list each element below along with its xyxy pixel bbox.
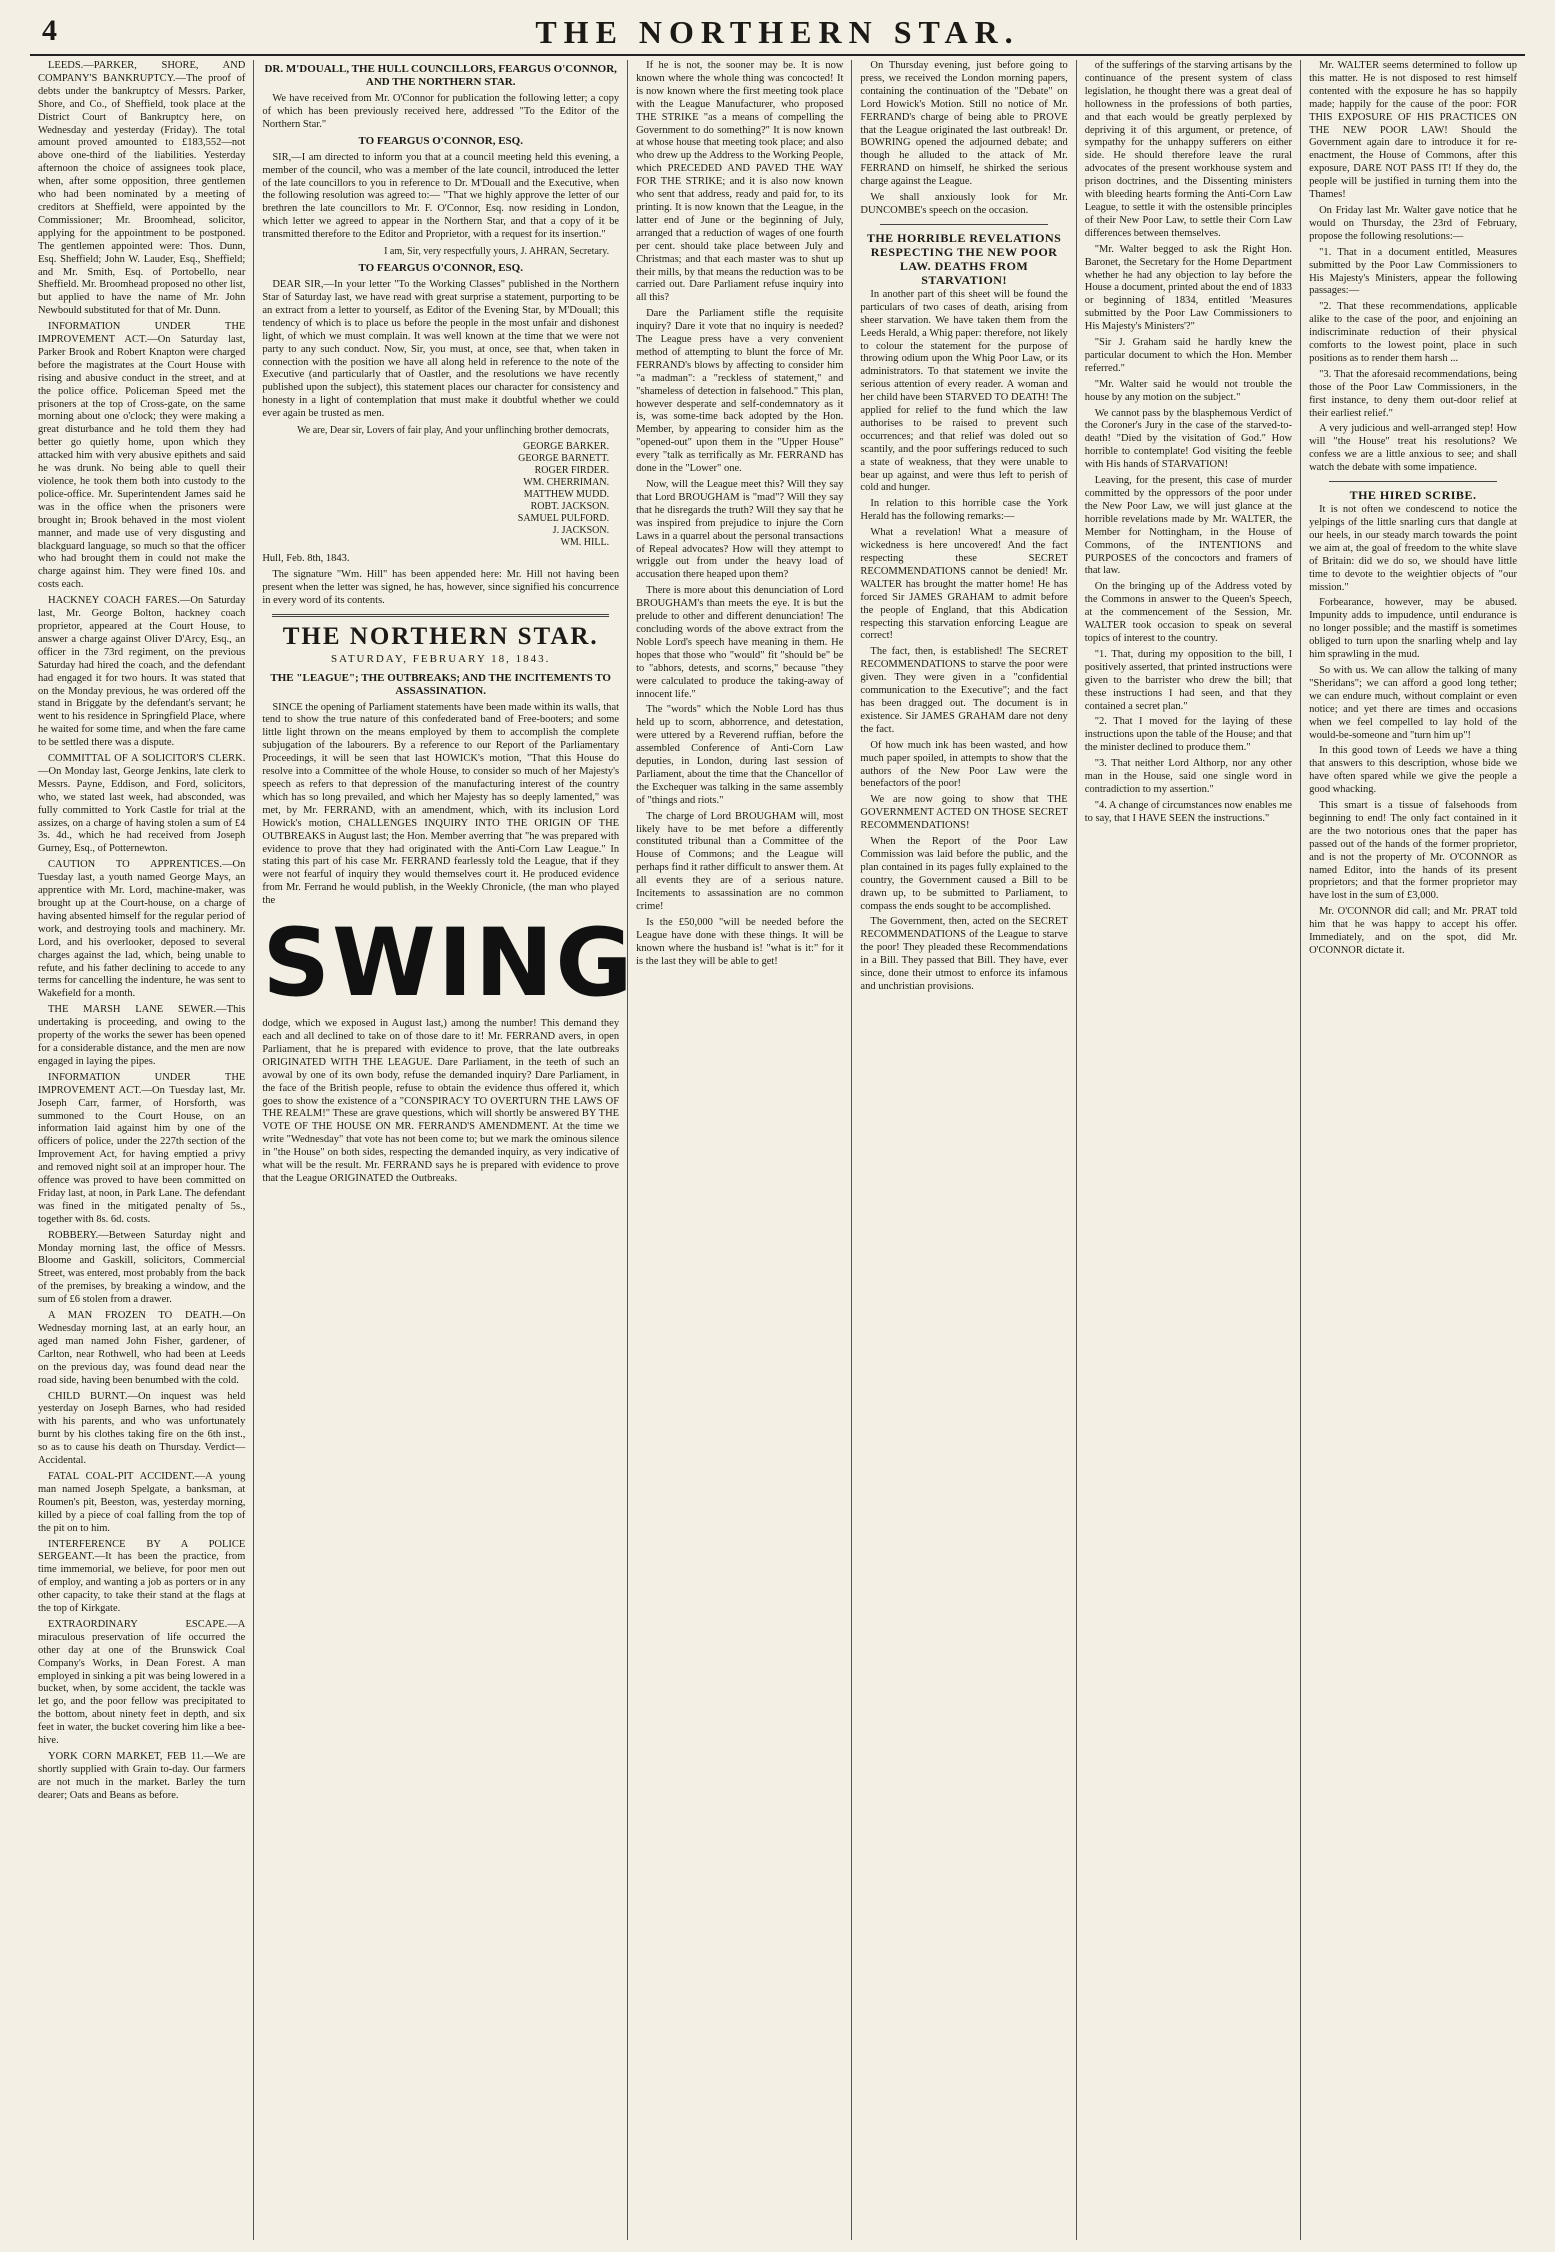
article-paragraph: Of how much ink has been wasted, and how much paper spoiled, in attempts to show that the authors of the New Poor Law were the benefactors of the poor!: [860, 739, 1068, 790]
section-rule: [272, 614, 609, 617]
section-rule: [1329, 481, 1497, 482]
article-paragraph: "Mr. Walter said he would not trouble the house by any motion on the subject.": [1084, 378, 1293, 403]
article-paragraph: Mr. WALTER seems determined to follow up this matter. He is not disposed to rest himself contented with the exposure he has so happily made; happily for the cause of the poor: FOR THIS EXPOSURE OF HIS PRACTICES ON THE NEW POOR LAW! Should the Government again dare to introduce it for re-enactment, the House of Commons, after this exposure, DARE NOT PASS IT! If they do, the people will be justified in turning them into the Thames!: [1309, 60, 1517, 201]
letter-to-line-2: TO FEARGUS O'CONNOR, ESQ.: [358, 262, 523, 275]
article-paragraph: "Sir J. Graham said he hardly knew the particular document to which the Hon. Member referred.": [1084, 337, 1293, 374]
signatories-list: [262, 441, 609, 549]
column-5-body: [1085, 60, 1292, 2240]
article-paragraph: The Government, then, acted on the SECRET RECOMMENDATIONS of the League to starve the poor! They pleaded these Recommendations in a Bill. They passed that Bill. They have, ever since, done their utmost to enforce its infamous and unchristian provisions.: [860, 916, 1068, 992]
column-1: [30, 60, 254, 2240]
article-paragraph: The "words" which the Noble Lord has thus held up to scorn, abhorrence, and detestation, were uttered by a Reverend ruffian, before the assembled Conference of Anti-Corn Law deputies, in London, during last session of Parliament, about the time that the Chancellor of the Exchequer was talking in the same assembly of "things and riots.": [636, 704, 844, 806]
article-paragraph: ROBBERY.—Between Saturday night and Monday morning last, the office of Messrs. Bloome and Gaskill, solicitors, Commercial Street, was entered, most probably from the back of the premises, by breaking a window, and the sum of £6 stolen from a drawer.: [38, 1229, 246, 1306]
article-paragraph: LEEDS.—PARKER, SHORE, AND COMPANY'S BANKRUPTCY.—The proof of debts under the bankruptcy of Messrs. Parker, Shore, and Co., of Sheffield, took place at the District Court of Bankruptcy here, on Wednesday and yesterday (Friday). The total amount proved amounted to £183,552—not above one-third of the liabilities. Yesterday afternoon the choice of assignees took place, when, after some opposition, three gentlemen who had been nominated by a meeting of creditors at Sheffield, were appointed by the Commissioner; Mr. Broomhead, solicitor, applying for the appointment to be postponed. The gentlemen appointed were: Thos. Dunn, Esq. Sheffield; John W. Lauder, Esq., Sheffield; and Mr. Smith, Esq. of Portobello, near Sheffield. Mr. Broomhead proposed no other list, but applied to have the name of Mr. John Newbould substituted for that of Mr. Dunn.: [38, 60, 246, 317]
article-paragraph: "3. That the aforesaid recommendations, being those of the Poor Law Commissioners, in the first instance, to deny them out-door relief at their earliest relief.": [1309, 368, 1517, 419]
letter-to-line: TO FEARGUS O'CONNOR, ESQ.: [358, 134, 523, 147]
signatory-name: WM. CHERRIMAN.: [523, 477, 610, 489]
editorial-masthead: THE NORTHERN STAR.: [282, 622, 599, 650]
page-number: 4: [42, 14, 57, 47]
column-6-body: [1309, 60, 1517, 2240]
article-paragraph: INTERFERENCE BY A POLICE SERGEANT.—It has been the practice, from time immemorial, we believe, for poor men out of employ, and wanting a job as porters or in any other capacity, to take their stand at the flags at the top of Kirkgate.: [38, 1538, 246, 1615]
poor-law-headline: THE HORRIBLE REVELATIONS RESPECTING THE NEW POOR LAW. DEATHS FROM STARVATION!: [866, 230, 1062, 287]
article-paragraph: A MAN FROZEN TO DEATH.—On Wednesday morning last, at an early hour, an aged man named John Fisher, gardener, of Carlton, near Rothwell, who had been at Leeds on the previous day, was found dead near the road side, having been benumbed with the cold.: [38, 1310, 246, 1386]
column-4-bottom: [860, 289, 1067, 994]
article-paragraph: What a revelation! What a measure of wickedness is here uncovered! And the fact respecting these SECRET RECOMMENDATIONS cannot be denied! Mr. WALTER has brought the matter home! He has forced Sir JAMES GRAHAM to admit before the people of England, that this Abdication respecting this starvation enforcing League are correct!: [860, 527, 1068, 642]
article-paragraph: "1. That in a document entitled, Measures submitted by the Poor Law Commissioners to His Majesty's Ministers, appear the following passages:—: [1309, 246, 1517, 297]
article-paragraph: Forbearance, however, may be abused. Impunity adds to impudence, until endurance is no longer possible; and the mastiff is sometimes obliged to turn upon the snarling whelp and lay him sprawling in the mud.: [1309, 597, 1517, 661]
article-paragraph: of the sufferings of the starving artisans by the continuance of the present system of class legislation, he thought there was a great deal of hollowness in the professions of both parties, and that each would be greatly perplexed by depriving it of this argument, or pretence, of sympathy for the unhappy sufferers on either side. He should therefore leave the rural advocates of the present workhouse system and prison doctrines, and the Dissenting ministers with bleeding hearts forming the Anti-Corn Law League, to settle it with the ostensible principles of their New Poor Law, to settle their Corn Law differences between themselves.: [1084, 60, 1293, 239]
article-paragraph: INFORMATION UNDER THE IMPROVEMENT ACT.—On Saturday last, Parker Brook and Robert Knapton were charged before the magistrates at the Court House with rising and abusive conduct in the street, and at the police office. Policeman Speed met the prisoners at the top of Cross-gate, on the same morning about one o'clock; they were making a great disturbance and he told them they had better go quietly home, upon which they attacked him with very abusive epithets and said he was drunk. No being able to quell their violence, he took them both into custody to the police-office. Mr. Superintendent James said he was in the office when the prisoners were brought in; Brook behaved in the most violent manner, and made use of very disgusting and blackguard language, so much so that the officer who had brought them in could not make the charge against him. They were fined 10s. and costs each.: [38, 321, 246, 591]
article-paragraph: We cannot pass by the blasphemous Verdict of the Coroner's Jury in the case of the starved-to-death! "Died by the visitation of God." How horrible to contemplate! God visiting the feeble with His hands of STARVATION!: [1084, 407, 1293, 471]
article-paragraph: "2. That I moved for the laying of these instructions upon the table of the House; and that the minister declined to produce them.": [1084, 716, 1293, 754]
article-paragraph: Is the £50,000 "will be needed before the League have done with these things. It will be known where the husband is! "what is it:" for it is the last they will be able to get!: [636, 916, 844, 967]
article-paragraph: Dare the Parliament stifle the requisite inquiry? Dare it vote that no inquiry is needed? The League press have a very convenient method of attempting to blunt the force of Mr. FERRAND's blows by affecting to consider him "a madman": a "reckless of statement," and "shameless of detection in falsehood." This plan, however desperate and self-condemnatory as it is, was some-time back adopted by the Hon. Member, by appearing to consider him as the "opened-out" upon them in the "Upper House" every "talk as terrifically as Mr. FERRAND has done in the "Lower" one.: [636, 308, 844, 475]
article-paragraph: "1. That, during my opposition to the bill, I positively asserted, that printed instructions were given to the barrister who drew the bill; that these instructions I had seen, and that they contained a secret plan.": [1084, 648, 1293, 712]
article-paragraph: We shall anxiously look for Mr. DUNCOMBE's speech on the occasion.: [860, 192, 1068, 216]
article-paragraph: CHILD BURNT.—On inquest was held yesterday on Joseph Barnes, who had resided with his parents, and who was unfortunately burnt by his clothes taking fire on the 6th inst., so as to cause his death on Thursday. Verdict—Accidental.: [38, 1390, 246, 1467]
article-paragraph: COMMITTAL OF A SOLICITOR'S CLERK.—On Monday last, George Jenkins, late clerk to Messrs. Payne, Eddison, and Ford, solicitors, who, we stated last week, had absconded, was fully committed to York Castle for trial at the assizes, on a charge of having stolen a sum of £4 3s. 4d., which he had received from Joseph Gurney, Esq., of Potternewton.: [38, 753, 246, 855]
article-paragraph: CAUTION TO APPRENTICES.—On Tuesday last, a youth named George Mays, an apprentice with Mr. Lord, machine-maker, was brought up at the Court-house, on a charge of having absented himself for the regular period of work, and destroying tools and machinery. Mr. Lord, and his overlooker, deposed to several charges against the lad, which, being unable to refute, and his father declining to accede to any terms for cancelling the indenture, he was sent to Wakefield for a month.: [38, 859, 246, 1000]
article-paragraph: "Mr. Walter begged to ask the Right Hon. Baronet, the Secretary for the Home Department whether he had any objection to lay before the House a document, printed about the end of 1833 or beginning of 1834, entitled 'Measures submitted by the Poor Law Commissioners to His Majesty's Ministers'?": [1084, 243, 1293, 333]
article-paragraph: We are now going to show that THE GOVERNMENT ACTED ON THOSE SECRET RECOMMENDATIONS!: [860, 794, 1068, 832]
article-paragraph: This smart is a tissue of falsehoods from beginning to end! The only fact contained in it are the two notorious ones that the paper has passed out of the hands of the former proprietor, and is not the property of Mr. O'CONNOR as named Editor, into the hands of its present proprietors; and that the former proprietor may have lost in the sum of £3,000.: [1309, 800, 1517, 902]
column-1-body: [38, 60, 245, 2240]
signatory-name: ROGER FIRDER.: [534, 465, 610, 477]
article-paragraph: "2. That these recommendations, applicable alike to the case of the poor, and enjoining an indiscriminate reduction of their physical comforts to the lowest point, place in such positions as to render them harsh ...: [1309, 301, 1517, 364]
letter-headline: DR. M'DOUALL, THE HULL COUNCILLORS, FEARGUS O'CONNOR, AND THE NORTHERN STAR.: [264, 63, 617, 88]
hired-scribe-headline: THE HIRED SCRIBE.: [1349, 488, 1477, 503]
signatory-name: GEORGE BARNETT.: [518, 453, 610, 465]
section-rule: [880, 224, 1047, 225]
article-paragraph: Mr. O'CONNOR did call; and Mr. PRAT told him that he was happy to accept his offer. Immediately, and on the spot, did Mr. O'CONNOR dictate it.: [1309, 906, 1517, 956]
letter-intro: We have received from Mr. O'Connor for publication the following letter; a copy of which has been previously received here, addressed "To the Editor of the Northern Star.": [262, 93, 620, 130]
letter-body-1: SIR,—I am directed to inform you that at a council meeting held this evening, a member of the council, who was a member of the late council, introduced the letter of the late councillors to you in reference to Dr. M'Douall and the Executive, when the following resolution was agreed to:— "That we highly approve the letter of our brethren the late councillors to Mr. F. O'Connor, Esq. now residing in London, which letter we agreed to appear in the Northern Star, and that a copy of it be transmitted therefore to the Editor and Proprietor, with a request for its insertion.": [262, 151, 620, 241]
letter-place-date: Hull, Feb. 8th, 1843.: [262, 553, 350, 565]
article-paragraph: THE MARSH LANE SEWER.—This undertaking is proceeding, and owing to the property of the works the sewer has been opened for a considerable distance, and the men are now engaged in laying the pipes.: [38, 1004, 246, 1067]
article-paragraph: On Friday last Mr. Walter gave notice that he would on Thursday, the 23rd of February, propose the following resolutions:—: [1309, 204, 1517, 242]
letter-closing: We are, Dear sir, Lovers of fair play, And your unflinching brother democrats,: [297, 425, 610, 437]
column-4-top: [860, 60, 1067, 218]
article-paragraph: HACKNEY COACH FARES.—On Saturday last, Mr. George Bolton, hackney coach proprietor, appeared at the Court House, to answer a charge against Oliver D'Arcy, Esq., an officer in the 73rd regiment, on the previous Saturday had hired the coach, and the defendant had engaged it for two hours. It was stated that on the Monday previous, he was ordered off the stand in Briggate by the defendant's servant; he went to his residence in Springfield Place, where he waited for some time, and when the fare came to be settled there was a dispute.: [38, 595, 246, 749]
article-paragraph: There is more about this denunciation of Lord BROUGHAM's than meets the eye. It is but the prelude to other and different denunciation! The concluding words of the above extract from the Noble Lord's speech have meaning in them. He hopes that those who "would" fit "should be" be to "abhors, detests, and scorns," because "they were calculated to produce the taking-away of innocent life.": [636, 585, 844, 700]
letter-body-2: DEAR SIR,—In your letter "To the Working Classes" published in the Northern Star of Saturday last, we have read with great surprise a statement, purporting to be an extract from a letter to yourself, as Editor of the Evening Star, by M'Douall; this tendency of which is to place us before the people in the most unfair and dishonest light, of which we must complain. It was well known at the time that we were not party to any such conduct. Now, Sir, you must, at once, see that, when taken in connection with the position we have all along held in reference to the note of the Executive (and particularly that of Oastler, and the resolutions we have recently published upon the subject), this statement places our character for consistency and honesty in a light of contemplation that must make it doubtful whether we could ever again be trusted as men.: [262, 279, 620, 420]
signatory-name: WM. HILL.: [560, 537, 610, 549]
column-3-body: [636, 60, 843, 2240]
article-paragraph: Now, will the League meet this? Will they say that Lord BROUGHAM is "mad"? Will they say that he disregards the truth? Will they say that he was inspired from prejudice to injure the Corn Laws in a quarrel about the personal transactions of Repeal advocates? How will they attempt to wriggle out from under the heavy load of accusation there heaped upon them?: [636, 479, 844, 581]
article-paragraph: If he is not, the sooner may be. It is now known where the whole thing was concocted! It is now known where the first meeting took place with the League Manufacturer, who proposed THE STRIKE "as a means of compelling the Government to do something?" It is now known at whose house that meeting took place; and also who drew up the Address to the Working People, which PRECEDED AND PAVED THE WAY FOR THE STRIKE; and it is also now known who sent that address, ready and paid for, to its printing. It is now known that the League, in the latter end of June or the beginning of July, arranged that a reduction of wages of one fourth per cent. should take place between July and Christmas; and that each master was to shut up their mills, by that means the reduction was to be carried out. Dare Parliament refuse inquiry into all this?: [636, 60, 844, 304]
editorial-body: SINCE the opening of Parliament statements have been made within its walls, that tend to show the true nature of this confederated band of Free-booters; and some little light thrown on the means employed by them to accomplish the complete subjugation of the labourers. By a reference to our Report of the Parliamentary Proceedings, it will be seen that last HOWICK's motion, "That this House do resolve into a Committee of the whole House, to consider so much of her Majesty's speech as refers to that depression of the manufacturing interest of the country which has so long prevailed, and which her Majesty has so deeply lamented," was met, by Mr. FERRAND, with an amendment, which, with its inclusion Lord Howick's motion, CHALLENGES INQUIRY INTO THE ORIGIN OF THE OUTBREAKS in August last; the Hon. Member averring that "he was prepared with evidence to prove that they had originated with the Anti-Corn Law League." In stating this part of his case Mr. FERRAND fearlessly told the League, that if they were not fearful of inquiry they would themselves court it. He produced evidence from Mr. Ferrand he would publish, in the Weekly Chronicle, (the man who played the: [262, 701, 620, 907]
signatory-name: GEORGE BARKER.: [522, 441, 610, 453]
article-paragraph: EXTRAORDINARY ESCAPE.—A miraculous preservation of life occurred the other day at one of the Brunswick Coal Company's Works, in Dean Forest. A man employed in sinking a pit was being lowered in a bucket, when, by some accident, the tackle was let go, and the poor fellow was precipitated to the bottom, about ninety feet in depth, and six feet in water, the bucket covering him like a bee-hive.: [38, 1618, 246, 1747]
article-paragraph: "4. A change of circumstances now enables me to say, that I HAVE SEEN the instructions.": [1084, 799, 1293, 824]
letter-signoff-1: I am, Sir, very respectfully yours, J. AHRAN, Secretary.: [384, 246, 610, 258]
article-paragraph: A very judicious and well-arranged step! How will "the House" treat his resolutions? We confess we are a little anxious to see; and shall watch the debate with some impatience.: [1309, 423, 1517, 474]
article-paragraph: When the Report of the Poor Law Commission was laid before the public, and the plan contained in its pages fully explained to the country, the Government caused a Bill to be drawn up, to be submitted to Parliament, to compass the ends sought to be accomplished.: [860, 836, 1068, 912]
column-6: [1301, 60, 1525, 2240]
column-6-bottom: [1309, 504, 1517, 958]
article-paragraph: The fact, then, is established! The SECRET RECOMMENDATIONS to starve the poor were given. They were given in a "confidential communication to the Executive"; and the fact has been dragged out. The document is in existence. Sir JAMES GRAHAM dare not deny the fact.: [860, 646, 1068, 735]
article-paragraph: So with us. We can allow the talking of many "Sheridans"; we can afford a good long tether; we can endure much, without complaint or even notice; and yet there are times and occasions when we feel compelled to lay hold of the would-be-someone and "turn him up"!: [1309, 664, 1517, 741]
signature-note: The signature "Wm. Hill" has been appended here: Mr. Hill not having been present when the letter was signed, he has, however, since signified his concurrence in every word of its contents.: [262, 568, 620, 606]
article-paragraph: On the bringing up of the Address voted by the Commons in answer to the Queen's Speech, at the commencement of the Session, Mr. WALTER took occasion to speak on several topics of interest to the country.: [1084, 581, 1293, 644]
article-paragraph: In another part of this sheet will be found the particulars of two cases of death, arising from sheer starvation. We have taken them from the Leeds Herald, a Whig paper: therefore, not likely to colour the statement for the purpose of throwing odium upon the Whig Poor Law, or its administrators. To that statement we invite the serious attention of every reader. A woman and her child have been STARVED TO DEATH! The applied for relief to the fund which the law authorises to be raised to prevent such occurrences; and that relief was doled out so scantily, and the poor sufferings reduced to such a state of weakness, that they were unable to bear up against, and were thus left to perish of cold and hunger.: [860, 288, 1068, 494]
editorial-headline: THE "LEAGUE"; THE OUTBREAKS; AND THE INCITEMENTS TO ASSASSINATION.: [270, 671, 611, 697]
column-4-body: [860, 60, 1067, 2240]
signatory-name: SAMUEL PULFORD.: [517, 513, 610, 525]
article-paragraph: Leaving, for the present, this case of murder committed by the oppressors of the poor under the New Poor Law, we will just glance at the horrible revelations made by Mr. WALTER, the Member for Nottingham, in the House of Commons, of the INTENTIONS and PURPOSES of the concoctors and framers of that law.: [1084, 475, 1293, 577]
column-5: [1077, 60, 1301, 2240]
signatory-name: ROBT. JACKSON.: [530, 501, 610, 513]
column-3: [628, 60, 852, 2240]
page-header: [30, 8, 1525, 56]
masthead-title: THE NORTHERN STAR.: [535, 14, 1020, 50]
swing-display-word: SWING: [262, 909, 635, 1019]
signatory-name: J. JACKSON.: [552, 525, 610, 537]
editorial-date: SATURDAY, FEBRUARY 18, 1843.: [330, 652, 551, 665]
article-paragraph: YORK CORN MARKET, FEB 11.—We are shortly supplied with Grain to-day. Our farmers are not much in the market. Barley the turn dearer; Oats and Beans as before.: [38, 1751, 246, 1801]
article-paragraph: FATAL COAL-PIT ACCIDENT.—A young man named Joseph Spelgate, a banksman, at Roumen's pit, Beeston, was, yesterday morning, killed by a piece of coal falling from the top of the pit on to him.: [38, 1470, 246, 1534]
article-paragraph: INFORMATION UNDER THE IMPROVEMENT ACT.—On Tuesday last, Mr. Joseph Carr, farmer, of Horsforth, was summoned to the Court House, on an information laid against him by one of the officers of police, under the 227th section of the Improvement Act, for having emptied a privy and removed night soil at an improper hour. The offence was proved to have been committed on Friday last, at noon, in Park Lane. The defendant was fined in the mitigated penalty of 5s., together with 8s. 6d. costs.: [38, 1071, 246, 1225]
columns-container: [30, 60, 1525, 2240]
article-paragraph: The charge of Lord BROUGHAM will, most likely have to be met before a differently constituted tribunal than a Committee of the House of Commons; and the League will perhaps find it rather difficult to answer them. At all events they are of a serious nature. Incitements to assassination are no common crime!: [636, 810, 844, 912]
column-2: [254, 60, 635, 2240]
column-6-top: [1309, 60, 1517, 475]
article-paragraph: "3. That neither Lord Althorp, nor any other man in the House, said one single word in contradiction to my assertion.": [1084, 758, 1293, 795]
article-paragraph: In relation to this horrible case the York Herald has the following remarks:—: [860, 498, 1068, 523]
article-paragraph: It is not often we condescend to notice the yelpings of the little snarling curs that dangle at our heels, in our steady march towards the point we aim at, the goal of freedom to the white slave of Britain: did we do so, we should have little time to devote to the weightier objects of "our mission.": [1309, 504, 1517, 593]
editorial-continuation: dodge, which we exposed in August last,) among the number! This demand they each and all declined to take on of those dare to it! Mr. FERRAND avers, in open Parliament, that he is prepared with evidence to prove, that the late outbreaks ORIGINATED WITH THE LEAGUE. Dare Parliament, in the teeth of such an avowal by one of its own body, refuse the demanded inquiry? Dare Parliament, in the face of the British people, refuse to obtain the evidence thus offered it, which goes to show the existence of a "CONSPIRACY TO OVERTURN THE LAWS OF THE REALM!" These are grave questions, which will shortly be answered BY THE VOTE OF THE HOUSE ON MR. FERRAND'S AMENDMENT. At the time we write "Wednesday" that vote has not been come to; but we mark the ominous silence in "the House" on both sides, respecting the demanded inquiry, as very indicative of what will be the result. Mr. FERRAND says he is prepared with evidence to prove that the League ORIGINATED the Outbreaks.: [262, 1018, 620, 1184]
column-4: [852, 60, 1076, 2240]
article-paragraph: In this good town of Leeds we have a thing that answers to this description, whose bide we have often spared while we give the people a good whacking.: [1309, 745, 1517, 796]
column-2-body: [262, 63, 635, 2243]
article-paragraph: On Thursday evening, just before going to press, we received the London morning papers, containing the continuation of the "Debate" on Lord Howick's Motion. Still no notice of Mr. FERRAND's charge of being able to PROVE that the League originated the last outbreak! Dr. BOWRING opened the adjourned debate; and though he alluded to the attack of Mr. FERRAND on himself, he shirked the serious charge against the League.: [860, 60, 1068, 188]
signatory-name: MATTHEW MUDD.: [523, 489, 610, 501]
